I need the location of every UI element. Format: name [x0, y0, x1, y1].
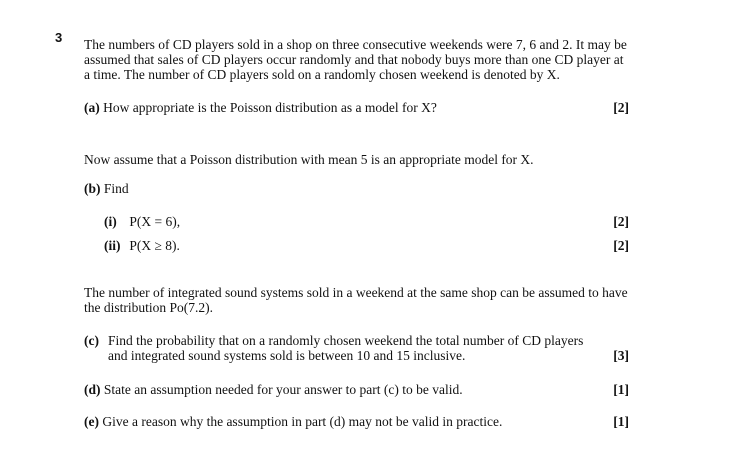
part-d-label: (d): [84, 382, 101, 397]
part-c-label: (c): [84, 333, 99, 348]
question-intro: The numbers of CD players sold in a shop on three consecutive weekends were 7, 6 and 2. It may be assumed that sales of CD players occur randomly and that nobody buys more than one CD player at a time. The number of CD players sold on a randomly chosen weekend is denoted by X.: [84, 37, 627, 82]
part-d-marks: [1]: [613, 382, 629, 397]
part-b-ii: [104, 238, 629, 253]
sound-systems-paragraph: The number of integrated sound systems sold in a weekend at the same shop can be assumed to have the distribution Po(7.2).: [84, 285, 628, 315]
part-e: [84, 414, 629, 429]
part-e-marks: [1]: [613, 414, 629, 429]
part-c-text: Find the probability that on a randomly chosen weekend the total number of CD players and integrated sound systems sold is between 10 and 15 inclusive.: [108, 333, 584, 363]
part-e-text: Give a reason why the assumption in part (d) may not be valid in practice.: [102, 414, 503, 429]
part-b-text: Find: [103, 181, 129, 196]
part-b-i: [104, 214, 629, 229]
part-a-text: How appropriate is the Poisson distribution as a model for X?: [103, 100, 437, 115]
part-a-marks: [2]: [613, 100, 629, 115]
part-a-label: (a): [84, 100, 100, 115]
part-b: [84, 181, 629, 196]
part-b-label: (b): [84, 181, 101, 196]
part-d: [84, 382, 629, 397]
part-b-i-label: (i): [104, 214, 117, 229]
poisson-assumption: Now assume that a Poisson distribution with mean 5 is an appropriate model for X.: [84, 152, 534, 167]
part-a: [84, 100, 629, 115]
part-b-ii-text: P(X ≥ 8).: [129, 238, 180, 253]
part-b-ii-label: (ii): [104, 238, 121, 253]
part-b-ii-marks: [2]: [613, 238, 629, 253]
part-c: [84, 333, 629, 363]
part-d-text: State an assumption needed for your answer to part (c) to be valid.: [103, 382, 463, 397]
part-b-i-marks: [2]: [613, 214, 629, 229]
part-c-marks: [3]: [613, 348, 629, 363]
question-number: 3: [55, 30, 63, 45]
part-b-i-text: P(X = 6),: [129, 214, 181, 229]
part-e-label: (e): [84, 414, 99, 429]
